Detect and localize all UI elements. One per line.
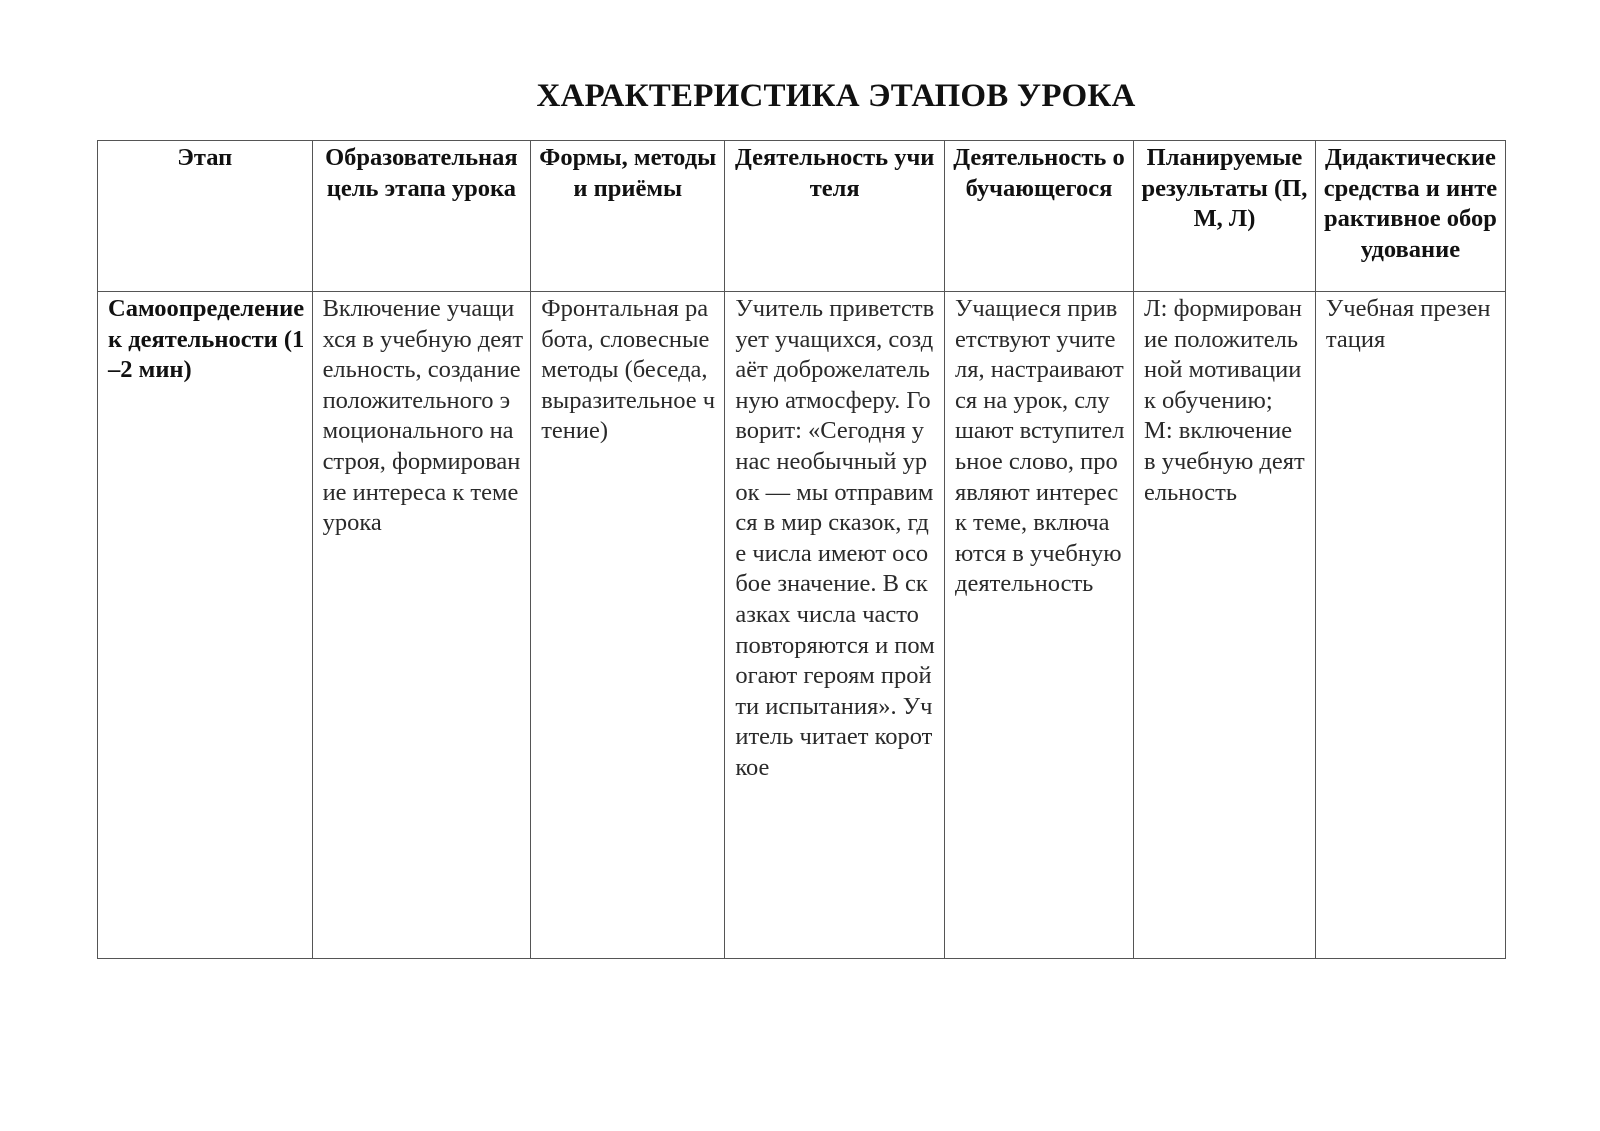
- lesson-stages-table: [97, 140, 1506, 959]
- cell-teacher-activity: Учитель приветствует учащихся, создаёт доброжелательную атмосферу. Говорит: «Сегодня у нас необычный урок — мы отправимся в мир сказок, где числа имеют особое значение. В сказках числа часто повторяются и помогают героям пройти испытания». Учитель читает короткое: [725, 292, 945, 959]
- column-header-student-activity: Деятельность обучающегося: [945, 141, 1134, 292]
- cell-student-activity: Учащиеся приветствуют учителя, настраиваются на урок, слушают вступительное слово, проявляют интерес к теме, включаются в учебную деятельность: [945, 292, 1134, 959]
- column-header-methods: Формы, методы и приёмы: [531, 141, 725, 292]
- column-header-stage: Этап: [98, 141, 313, 292]
- column-header-planned-results: Планируемые результаты (П, М, Л): [1134, 141, 1316, 292]
- cell-planned-results: Л: формирование положительной мотивации к обучению; М: включение в учебную деятельность: [1134, 292, 1316, 959]
- column-header-goal: Образовательная цель этапа урока: [312, 141, 531, 292]
- table-row: [98, 292, 1506, 959]
- cell-goal: Включение учащихся в учебную деятельность, создание положительного эмоционального настроя, формирование интереса к теме урока: [312, 292, 531, 959]
- cell-didactic-tools: Учебная презентация: [1315, 292, 1505, 959]
- cell-stage: Самоопределение к деятельности (1–2 мин): [98, 292, 313, 959]
- cell-methods: Фронтальная работа, словесные методы (беседа, выразительное чтение): [531, 292, 725, 959]
- column-header-didactic-tools: Дидактические средства и интерактивное оборудование: [1315, 141, 1505, 292]
- page-title: ХАРАКТЕРИСТИКА ЭТАПОВ УРОКА: [536, 78, 1136, 114]
- table-header-row: [98, 141, 1506, 292]
- column-header-teacher-activity: Деятельность учителя: [725, 141, 945, 292]
